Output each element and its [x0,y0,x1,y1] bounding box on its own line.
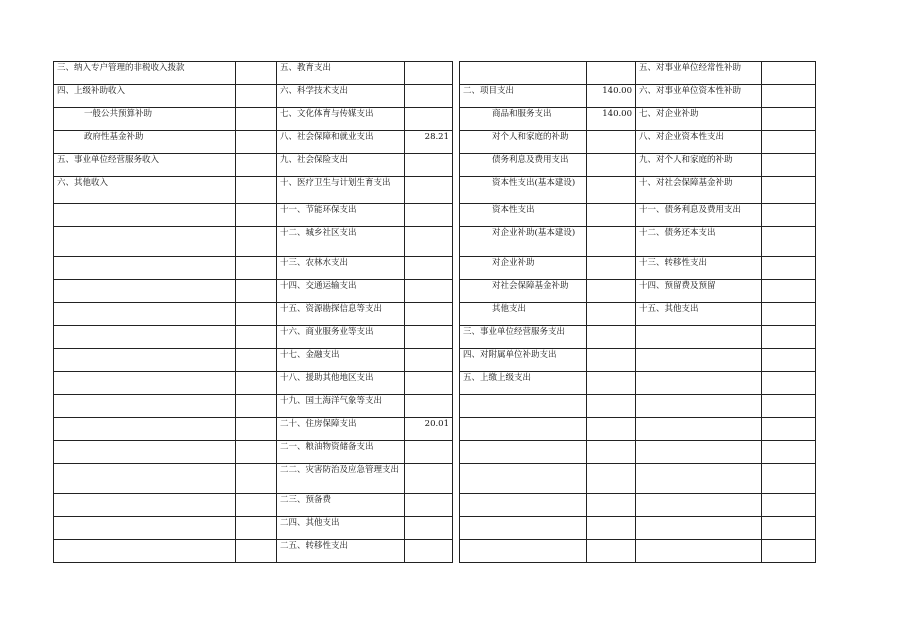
column-gap [453,62,460,85]
column-gap [453,227,460,257]
func-expense-item: 十一、节能环保支出 [277,204,405,227]
gov-econ-item: 十、对社会保障基金补助 [636,177,762,204]
table-row [54,62,816,85]
econ-expense-item: 三、事业单位经营服务支出 [460,326,587,349]
func-expense-item: 十二、城乡社区支出 [277,227,405,257]
func-expense-item: 十七、金融支出 [277,349,405,372]
gov-econ-amount [762,326,816,349]
gov-econ-item [636,395,762,418]
table-row [54,204,816,227]
func-expense-item: 八、社会保障和就业支出 [277,131,405,154]
income-amount [236,540,277,563]
income-item [54,372,236,395]
econ-expense-item: 资本性支出(基本建设) [460,177,587,204]
income-item: 一般公共预算补助 [54,108,236,131]
econ-expense-amount [587,494,636,517]
gov-econ-amount [762,154,816,177]
table-row [54,227,816,257]
column-gap [453,494,460,517]
column-gap [453,418,460,441]
gov-econ-amount [762,227,816,257]
income-item [54,227,236,257]
table-row [54,280,816,303]
gov-econ-amount [762,441,816,464]
econ-expense-item: 四、对附属单位补助支出 [460,349,587,372]
gov-econ-amount [762,395,816,418]
econ-expense-amount [587,349,636,372]
income-item [54,494,236,517]
econ-expense-amount [587,326,636,349]
table-row [54,372,816,395]
column-gap [453,349,460,372]
column-gap [453,372,460,395]
func-expense-item: 九、社会保险支出 [277,154,405,177]
column-gap [453,395,460,418]
gov-econ-item [636,540,762,563]
econ-expense-item: 商品和服务支出 [460,108,587,131]
econ-expense-amount [587,204,636,227]
func-expense-item: 二五、转移性支出 [277,540,405,563]
table-row [54,131,816,154]
econ-expense-amount [587,257,636,280]
income-amount [236,372,277,395]
econ-expense-item: 对社会保障基金补助 [460,280,587,303]
func-expense-amount [405,540,453,563]
func-expense-amount [405,108,453,131]
func-expense-amount [405,154,453,177]
gov-econ-amount [762,257,816,280]
table-row [54,326,816,349]
table-row [54,108,816,131]
income-amount [236,517,277,540]
gov-econ-item: 五、对事业单位经常性补助 [636,62,762,85]
func-expense-item: 十六、商业服务业等支出 [277,326,405,349]
gov-econ-amount [762,177,816,204]
func-expense-amount [405,62,453,85]
econ-expense-amount: 140.00 [587,85,636,108]
econ-expense-item: 资本性支出 [460,204,587,227]
income-item [54,257,236,280]
func-expense-item: 二四、其他支出 [277,517,405,540]
gov-econ-amount [762,464,816,494]
income-item: 四、上级补助收入 [54,85,236,108]
gov-econ-amount [762,108,816,131]
func-expense-amount [405,349,453,372]
table-row [54,464,816,494]
income-item [54,204,236,227]
income-amount [236,177,277,204]
income-item [54,326,236,349]
func-expense-amount [405,372,453,395]
econ-expense-amount [587,441,636,464]
econ-expense-item: 债务利息及费用支出 [460,154,587,177]
func-expense-item: 十、医疗卫生与计划生育支出 [277,177,405,204]
gov-econ-item: 十一、债务利息及费用支出 [636,204,762,227]
econ-expense-amount [587,418,636,441]
func-expense-item: 十八、援助其他地区支出 [277,372,405,395]
econ-expense-amount [587,517,636,540]
gov-econ-amount [762,494,816,517]
income-item [54,303,236,326]
column-gap [453,517,460,540]
income-item: 政府性基金补助 [54,131,236,154]
gov-econ-item: 八、对企业资本性支出 [636,131,762,154]
gov-econ-item [636,517,762,540]
econ-expense-item [460,494,587,517]
econ-expense-item [460,62,587,85]
income-amount [236,464,277,494]
gov-econ-amount [762,418,816,441]
gov-econ-item: 六、对事业单位资本性补助 [636,85,762,108]
gov-econ-amount [762,303,816,326]
income-amount [236,204,277,227]
func-expense-item: 二十、住房保障支出 [277,418,405,441]
func-expense-amount: 20.01 [405,418,453,441]
econ-expense-item [460,540,587,563]
table-row [54,85,816,108]
gov-econ-item: 十三、转移性支出 [636,257,762,280]
econ-expense-amount [587,280,636,303]
column-gap [453,257,460,280]
gov-econ-amount [762,131,816,154]
gov-econ-amount [762,204,816,227]
income-item [54,540,236,563]
table-row [54,494,816,517]
econ-expense-amount [587,131,636,154]
gov-econ-item [636,349,762,372]
gov-econ-amount [762,349,816,372]
income-amount [236,154,277,177]
func-expense-amount [405,303,453,326]
income-item: 三、纳入专户管理的非税收入拨款 [54,62,236,85]
econ-expense-item [460,441,587,464]
func-expense-item: 十五、资源勘探信息等支出 [277,303,405,326]
econ-expense-item [460,418,587,441]
gov-econ-item [636,464,762,494]
func-expense-amount [405,177,453,204]
func-expense-item: 十三、农林水支出 [277,257,405,280]
func-expense-item: 六、科学技术支出 [277,85,405,108]
income-amount [236,227,277,257]
income-item [54,464,236,494]
func-expense-item: 七、文化体育与传媒支出 [277,108,405,131]
income-item: 六、其他收入 [54,177,236,204]
table-row [54,441,816,464]
econ-expense-item [460,395,587,418]
func-expense-item: 十四、交通运输支出 [277,280,405,303]
column-gap [453,131,460,154]
income-item [54,280,236,303]
gov-econ-item: 七、对企业补助 [636,108,762,131]
econ-expense-amount [587,303,636,326]
func-expense-item: 五、教育支出 [277,62,405,85]
gov-econ-item [636,326,762,349]
income-amount [236,257,277,280]
econ-expense-amount [587,540,636,563]
econ-expense-amount [587,464,636,494]
column-gap [453,177,460,204]
income-amount [236,418,277,441]
income-amount [236,326,277,349]
income-amount [236,494,277,517]
func-expense-amount [405,257,453,280]
func-expense-item: 二三、预备费 [277,494,405,517]
econ-expense-amount [587,372,636,395]
income-amount [236,349,277,372]
income-amount [236,108,277,131]
income-amount [236,85,277,108]
econ-expense-item: 对企业补助 [460,257,587,280]
table-row [54,177,816,204]
budget-table [53,61,816,563]
gov-econ-item: 十二、债务还本支出 [636,227,762,257]
econ-expense-item: 二、项目支出 [460,85,587,108]
func-expense-amount [405,227,453,257]
income-item [54,418,236,441]
func-expense-item: 二一、粮油物资储备支出 [277,441,405,464]
func-expense-item: 十九、国土海洋气象等支出 [277,395,405,418]
econ-expense-amount [587,395,636,418]
income-amount [236,395,277,418]
gov-econ-amount [762,517,816,540]
column-gap [453,303,460,326]
column-gap [453,154,460,177]
econ-expense-item: 五、上缴上级支出 [460,372,587,395]
column-gap [453,464,460,494]
econ-expense-item: 对企业补助(基本建设) [460,227,587,257]
column-gap [453,85,460,108]
table-row [54,540,816,563]
gov-econ-item [636,372,762,395]
income-amount [236,303,277,326]
column-gap [453,204,460,227]
func-expense-amount [405,395,453,418]
func-expense-amount: 28.21 [405,131,453,154]
income-item [54,517,236,540]
table-row [54,257,816,280]
econ-expense-item: 其他支出 [460,303,587,326]
econ-expense-item: 对个人和家庭的补助 [460,131,587,154]
table-row [54,395,816,418]
income-amount [236,441,277,464]
gov-econ-amount [762,280,816,303]
func-expense-amount [405,494,453,517]
column-gap [453,441,460,464]
column-gap [453,540,460,563]
econ-expense-item [460,517,587,540]
func-expense-amount [405,441,453,464]
gov-econ-item: 十五、其他支出 [636,303,762,326]
income-amount [236,131,277,154]
econ-expense-amount [587,177,636,204]
func-expense-amount [405,85,453,108]
func-expense-amount [405,464,453,494]
table-row [54,154,816,177]
column-gap [453,280,460,303]
column-gap [453,108,460,131]
econ-expense-item [460,464,587,494]
income-item: 五、事业单位经营服务收入 [54,154,236,177]
table-row [54,349,816,372]
income-item [54,441,236,464]
econ-expense-amount [587,62,636,85]
income-amount [236,62,277,85]
gov-econ-amount [762,372,816,395]
func-expense-amount [405,326,453,349]
income-item [54,395,236,418]
func-expense-amount [405,517,453,540]
gov-econ-item [636,441,762,464]
func-expense-amount [405,204,453,227]
income-item [54,349,236,372]
econ-expense-amount: 140.00 [587,108,636,131]
table-row [54,303,816,326]
gov-econ-item [636,494,762,517]
column-gap [453,326,460,349]
gov-econ-item: 十四、预留费及预留 [636,280,762,303]
func-expense-amount [405,280,453,303]
econ-expense-amount [587,154,636,177]
gov-econ-amount [762,62,816,85]
gov-econ-amount [762,540,816,563]
econ-expense-amount [587,227,636,257]
func-expense-item: 二二、灾害防治及应急管理支出 [277,464,405,494]
table-row [54,517,816,540]
gov-econ-amount [762,85,816,108]
income-amount [236,280,277,303]
gov-econ-item: 九、对个人和家庭的补助 [636,154,762,177]
table-row [54,418,816,441]
gov-econ-item [636,418,762,441]
